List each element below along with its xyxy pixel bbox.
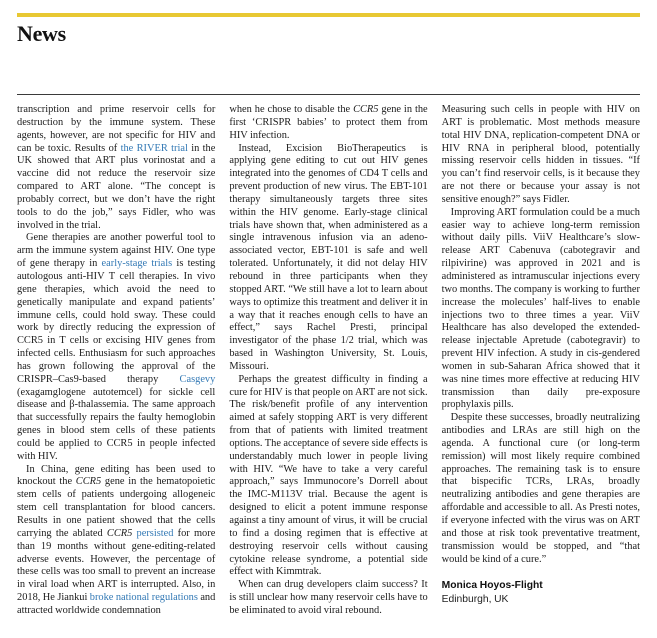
text-segment: (exagamglogene autotemcel) for sickle cell disease and β-thalassemia. The same approach that successfully repairs the faulty hemoglobin genes in blood stem cells of these patients could be applied to CCR5 in people infected with HIV. (17, 386, 216, 462)
text-segment: is testing autologous anti-HIV T cell therapies. In vivo gene therapies, which avoid the need to genetically manipulate and expand patients’ immune cells, could hold sway. These could work by directly reducing the expression of CCR5 in T cells or excising HIV genes from infected cells. Enthusiasm for such approaches has grown following the approval of the CRISPR–Cas9-based therapy (17, 258, 216, 385)
text-segment: In China, gene editing has been used to knockout the (17, 463, 216, 488)
text-segment: Despite these successes, broadly neutralizing antibodies and LRAs are still high on the agenda. A functional cure (or long-term remission) will most likely require combined approaches. The remaining task is to ensure that bispecific TCRs, LRAs, broadly neutralizing antibodies and gene therapies are affordable and accessible to all. As Presti notes, if everyone infected with the virus was on ART and those at risk took preventative treatment, transmission would be stopped, and “that would be kind of a cure.” (441, 412, 640, 565)
inline-link[interactable]: Casgevy (179, 373, 216, 385)
italic-gene-name: CCR5 (75, 476, 102, 488)
italic-gene-name: CCR5 (106, 527, 133, 539)
paragraph (229, 579, 427, 618)
paragraph (17, 232, 215, 463)
text-segment: and attracted worldwide condemnation (17, 592, 216, 616)
text-segment: Measuring such cells in people with HIV on ART is problematic. Most methods measure total HIV DNA, replication-competent DNA or HIV RNA in peripheral blood, potentially missing reservoir cells hidden in tissues. “If you can’t find reservoir cells, is it because they are not there or because your assay is not sensitive enough?” says Fidler. (441, 104, 640, 205)
inline-link[interactable]: early-stage trials (101, 258, 173, 270)
byline-location: Edinburgh, UK (441, 593, 509, 605)
text-segment: Improving ART formulation could be a much easier way to achieve long-term remission without daily pills. ViiV Healthcare’s slow-release ART Cabenuva (cabotegravir and rilpivirine) was approved in 2021 and is administered as intramuscular injections every two months. The company is working to further increase the molecules’ half-lives to enable injections two to three times a year. ViiV Healthcare has also developed the extended-release injectable Apretude (cabotegravir) to prevent HIV infection. A study in cis-gendered women in sub-Saharan Africa showed that it was nine times more effective at reducing HIV transmission than daily pre-exposure prophylaxis pills. (441, 206, 640, 411)
paragraph (17, 104, 215, 232)
text-segment: Gene therapies are another powerful tool to arm the immune system against HIV. One type of gene therapy in (17, 232, 216, 270)
text-segment: gene in the hematopoietic stem cells of patients undergoing allogeneic stem cell transplantation for blood cancers. Results in one patient showed that the cells carrying the ablated (17, 476, 216, 539)
italic-gene-name: CCR5 (353, 104, 379, 115)
text-column-3 (442, 104, 640, 618)
text-segment: When can drug developers claim success? It is still unclear how many reservoir cells have to be eliminated to avoid viral rebound. (229, 579, 428, 616)
text-segment: for more than 19 months without gene-editing-related adverse events. However, the percentage of these cells was too small to prevent an increase in viral load when ART is interrupted. Also, in 2018, He Jiankui (17, 527, 216, 604)
text-segment: gene in the first ‘CRISPR babies’ to protect them from HIV infection. (229, 104, 428, 141)
text-segment: when he chose to disable the (229, 104, 354, 115)
inline-link[interactable]: persisted (136, 527, 174, 539)
header-rule (17, 94, 640, 95)
inline-link[interactable]: the RIVER trial (120, 142, 188, 154)
text-segment: Instead, Excision BioTherapeutics is applying gene editing to cut out HIV genes integrated into the genomes of CD4 T cells and prevent production of new virus. The EBT-101 therapy simultaneously targets three sites within the HIV genome. Early-stage clinical trials have shown that, when administered as a single intravenous infusion via an adeno-associated vector, EBT-101 is safe and well tolerated. Unfortunately, it did not delay HIV rebound in three participants when they stopped ART. “We still have a lot to learn about ways to optimize this treatment and deliver it in a way that it reaches enough cells to have an effect,” says Rachel Presti, principal investigator of the phase 1/2 trial, which was based in Washington University, St. Louis, Missouri. (229, 142, 428, 372)
paragraph (442, 104, 640, 207)
paragraph (442, 207, 640, 413)
text-segment: in the UK showed that ART plus vorinostat and a vaccine did not reduce the reservoir size compared to ART alone. “The concept is probably correct, but we don’t have the right tools to do the job,” says Fidler, who was involved in the trial. (17, 142, 216, 231)
paragraph (229, 143, 427, 374)
paragraph (442, 412, 640, 566)
byline (442, 579, 640, 606)
paragraph (229, 374, 427, 580)
inline-link[interactable]: broke national regulations (89, 592, 198, 604)
article-columns (17, 104, 640, 618)
text-segment: transcription and prime reservoir cells for destruction by the immune system. These agents, however, are not specific for HIV and can be toxic. Results of (17, 104, 216, 154)
text-column-2 (229, 104, 427, 618)
byline-author: Monica Hoyos-Flight (441, 580, 543, 592)
paragraph (17, 464, 215, 618)
text-segment: Perhaps the greatest difficulty in finding a cure for HIV is that people on ART are not sick. The risk/benefit profile of any intervention aimed at safely stopping ART is very different from that of patients with limited treatment options. The acceptance of severe side effects is understandably much lower in people living with HIV. “We have to take a very careful approach,” says Immunocore’s Dorrell about the IMC-M113V trial. Because the agent is designed to elicit a potent immune response against a tiny amount of virus, it will be crucial to find a dosing regimen that is effective at destroying reservoir cells without causing cytokine release syndrome, a potential side effect with Kimmtrak. (229, 373, 428, 578)
text-column-1 (17, 104, 215, 618)
accent-bar (17, 13, 640, 17)
paragraph (229, 104, 427, 143)
section-title: News (17, 21, 66, 46)
